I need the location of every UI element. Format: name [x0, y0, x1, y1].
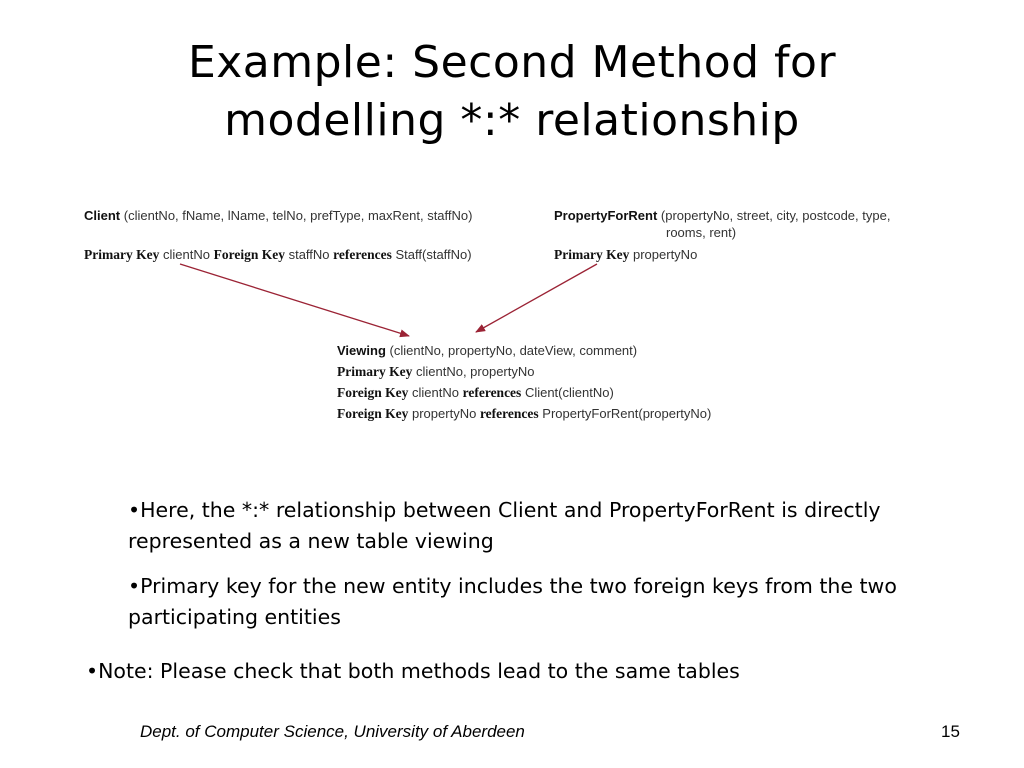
client-pk-value: clientNo [162, 247, 210, 262]
page-number: 15 [941, 722, 960, 741]
bullet-item: •Primary key for the new entity includes the two foreign keys from the two participating entities [128, 574, 897, 629]
viewing-fk2-value: propertyNo [412, 406, 477, 421]
viewing-fk2-ref-value: PropertyForRent(propertyNo) [542, 406, 712, 421]
viewing-pk-label: Primary Key [337, 364, 413, 379]
slide-title [0, 34, 1024, 150]
viewing-relation [337, 340, 711, 424]
property-pk-label: Primary Key [554, 247, 630, 262]
viewing-fk2-label: Foreign Key [337, 406, 409, 421]
property-relation-name: PropertyForRent [554, 208, 658, 223]
viewing-relation-name: Viewing [337, 343, 386, 358]
viewing-fk1-label: Foreign Key [337, 385, 409, 400]
viewing-attributes: (clientNo, propertyNo, dateView, comment) [389, 343, 638, 358]
viewing-fk1-ref-value: Client(clientNo) [524, 385, 614, 400]
client-to-viewing-arrow [180, 264, 409, 336]
viewing-fk1-value: clientNo [412, 385, 459, 400]
property-pk-value: propertyNo [632, 247, 698, 262]
property-relation [554, 207, 890, 241]
viewing-foreign-key-2 [337, 403, 711, 424]
client-keys [84, 246, 472, 263]
slide-title-line-1: Example: Second Method for [187, 37, 837, 88]
client-ref-label: references [333, 247, 392, 262]
client-attributes: (clientNo, fName, lName, telNo, prefType, maxRent, staffNo) [123, 208, 473, 223]
bullet-item: •Note: Please check that both methods lead to the same tables [86, 659, 740, 683]
client-relation-name: Client [84, 208, 121, 223]
viewing-primary-key [337, 361, 711, 382]
client-relation [84, 207, 472, 224]
bullet-item: •Here, the *:* relationship between Client and PropertyForRent is directly represented as a new table viewing [128, 498, 881, 553]
viewing-pk-value: clientNo, propertyNo [415, 364, 535, 379]
client-fk-value: staffNo [288, 247, 330, 262]
property-attributes-line-2: rooms, rent) [666, 225, 737, 240]
viewing-fk2-ref-label: references [479, 406, 539, 421]
client-ref-value: Staff(staffNo) [395, 247, 472, 262]
client-fk-label: Foreign Key [213, 247, 285, 262]
property-attributes-line-1: (propertyNo, street, city, postcode, type, [660, 208, 891, 223]
property-to-viewing-arrow [476, 264, 597, 332]
viewing-fk1-ref-label: references [462, 385, 522, 400]
viewing-foreign-key-1 [337, 382, 711, 403]
property-keys [554, 246, 697, 263]
slide-title-line-2: modelling *:* relationship [224, 95, 800, 146]
client-pk-label: Primary Key [84, 247, 160, 262]
footer-department: Dept. of Computer Science, University of Aberdeen [140, 722, 525, 741]
viewing-header [337, 340, 711, 361]
